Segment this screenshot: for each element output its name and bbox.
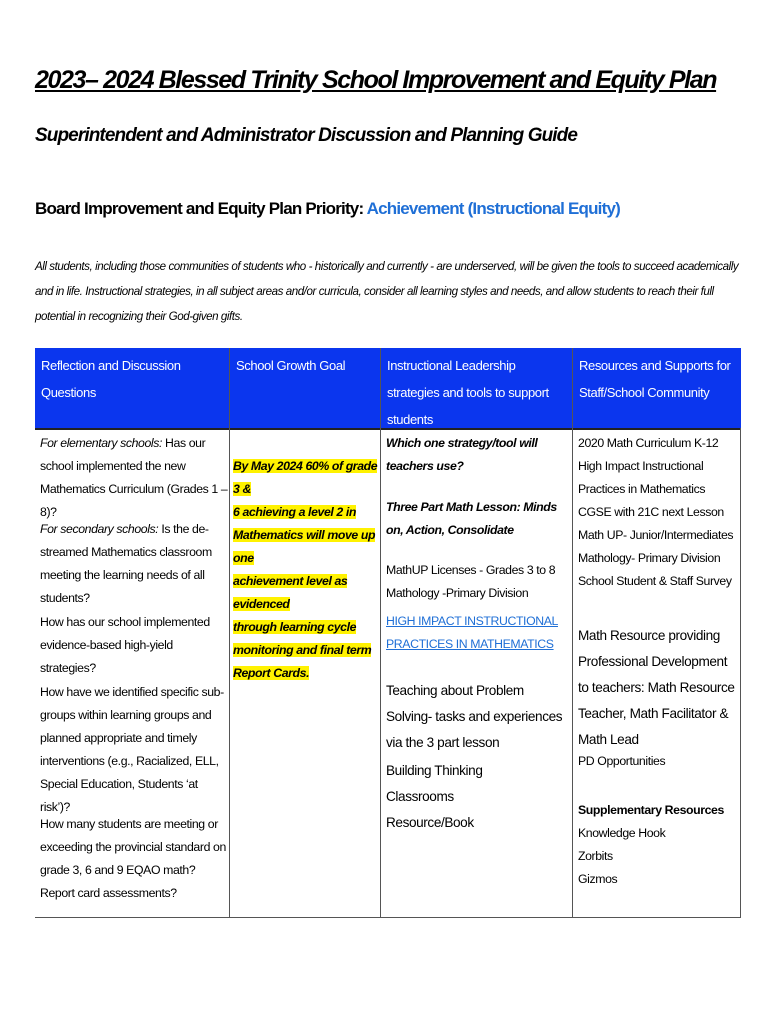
header-strategies: Instructional Leadership strategies and tools to support students [380,348,572,428]
resource-pd-teachers: Math Resource providing Professional Development to teachers: Math Resource Teacher, Math Facilitator & Math Lead [578,628,735,747]
question-eqao: How many students are meeting or exceeding the provincial standard on grade 3, 6 and 9 EQAO math? Report card assessments? [40,817,226,900]
strategy-thinking-classrooms: Building Thinking Classrooms Resource/Book [386,763,483,830]
resources-list [578,432,740,593]
document-subtitle: Superintendent and Administrator Discussion and Planning Guide [35,125,578,146]
growth-goal-text: By May 2024 60% of grade 3 & 6 achieving a level 2 in Mathematics will move up one achievement level as evidenced through learning cycle monitoring and final term Report Cards. [233,459,378,680]
resource-curriculum: 2020 Math Curriculum K-12 [578,436,719,450]
header-reflection: Reflection and Discussion Questions [35,348,229,428]
growth-goal-cell [229,428,380,918]
question-elementary: For elementary schools: Has our school implemented the new Mathematics Curriculum (Grades 1 – 8)? [40,436,228,519]
resource-mathology: Mathology- Primary Division [578,551,721,565]
resource-gizmos: Gizmos [578,872,618,886]
question-secondary: For secondary schools: Is the de-streamed Mathematics classroom meeting the learning needs of all students? [40,522,212,605]
strategy-question: Which one strategy/tool will teachers use? [386,436,538,473]
question-subgroups: How have we identified specific sub-groups within learning groups and planned appropriate and timely interventions (e.g., Racialized, ELL, Special Education, Students ‘at risk’)? [40,685,224,814]
resources-cell [572,428,741,918]
resource-mathup: Math UP- Junior/Intermediates [578,528,734,542]
resource-high-impact: High Impact Instructional Practices in Mathematics [578,459,706,496]
priority-label: Board Improvement and Equity Plan Priority: [35,199,367,218]
resource-survey: School Student & Staff Survey [578,574,732,588]
supplementary-list [578,799,740,891]
supplementary-title: Supplementary Resources [578,803,724,817]
priority-heading [35,199,620,219]
intro-paragraph: All students, including those communities of students who - historically and currently - are underserved, will be given the tools to succeed academically and in life. Instructional strategies, in all subject areas and/or curricula, consider all learning styles and needs, and allow students to reach their full potential in recognizing their God-given gifts. [35,260,739,323]
strategy-mathup: MathUP Licenses - Grades 3 to 8 Mathology -Primary Division [386,563,556,600]
questions-cell [35,428,229,918]
resource-pd-opportunities: PD Opportunities [578,754,666,768]
strategy-three-part-lesson: Three Part Math Lesson: Minds on, Action, Consolidate [386,500,557,537]
header-resources: Resources and Supports for Staff/School Community [572,348,741,428]
resource-zorbits: Zorbits [578,849,613,863]
plan-table [35,348,741,918]
question-high-yield: How has our school implemented evidence-based high-yield strategies? [40,615,210,675]
strategies-cell [380,428,572,918]
strategy-problem-solving: Teaching about Problem Solving- tasks and experiences via the 3 part lesson [386,683,563,750]
resource-knowledge-hook: Knowledge Hook [578,826,666,840]
resource-cgse: CGSE with 21C next Lesson [578,505,724,519]
high-impact-practices-link[interactable]: HIGH IMPACT INSTRUCTIONAL PRACTICES IN MATHEMATICS [386,614,558,651]
header-growth-goal: School Growth Goal [229,348,380,428]
priority-value: Achievement (Instructional Equity) [366,199,620,218]
document-title: 2023– 2024 Blessed Trinity School Improvement and Equity Plan [35,66,717,94]
